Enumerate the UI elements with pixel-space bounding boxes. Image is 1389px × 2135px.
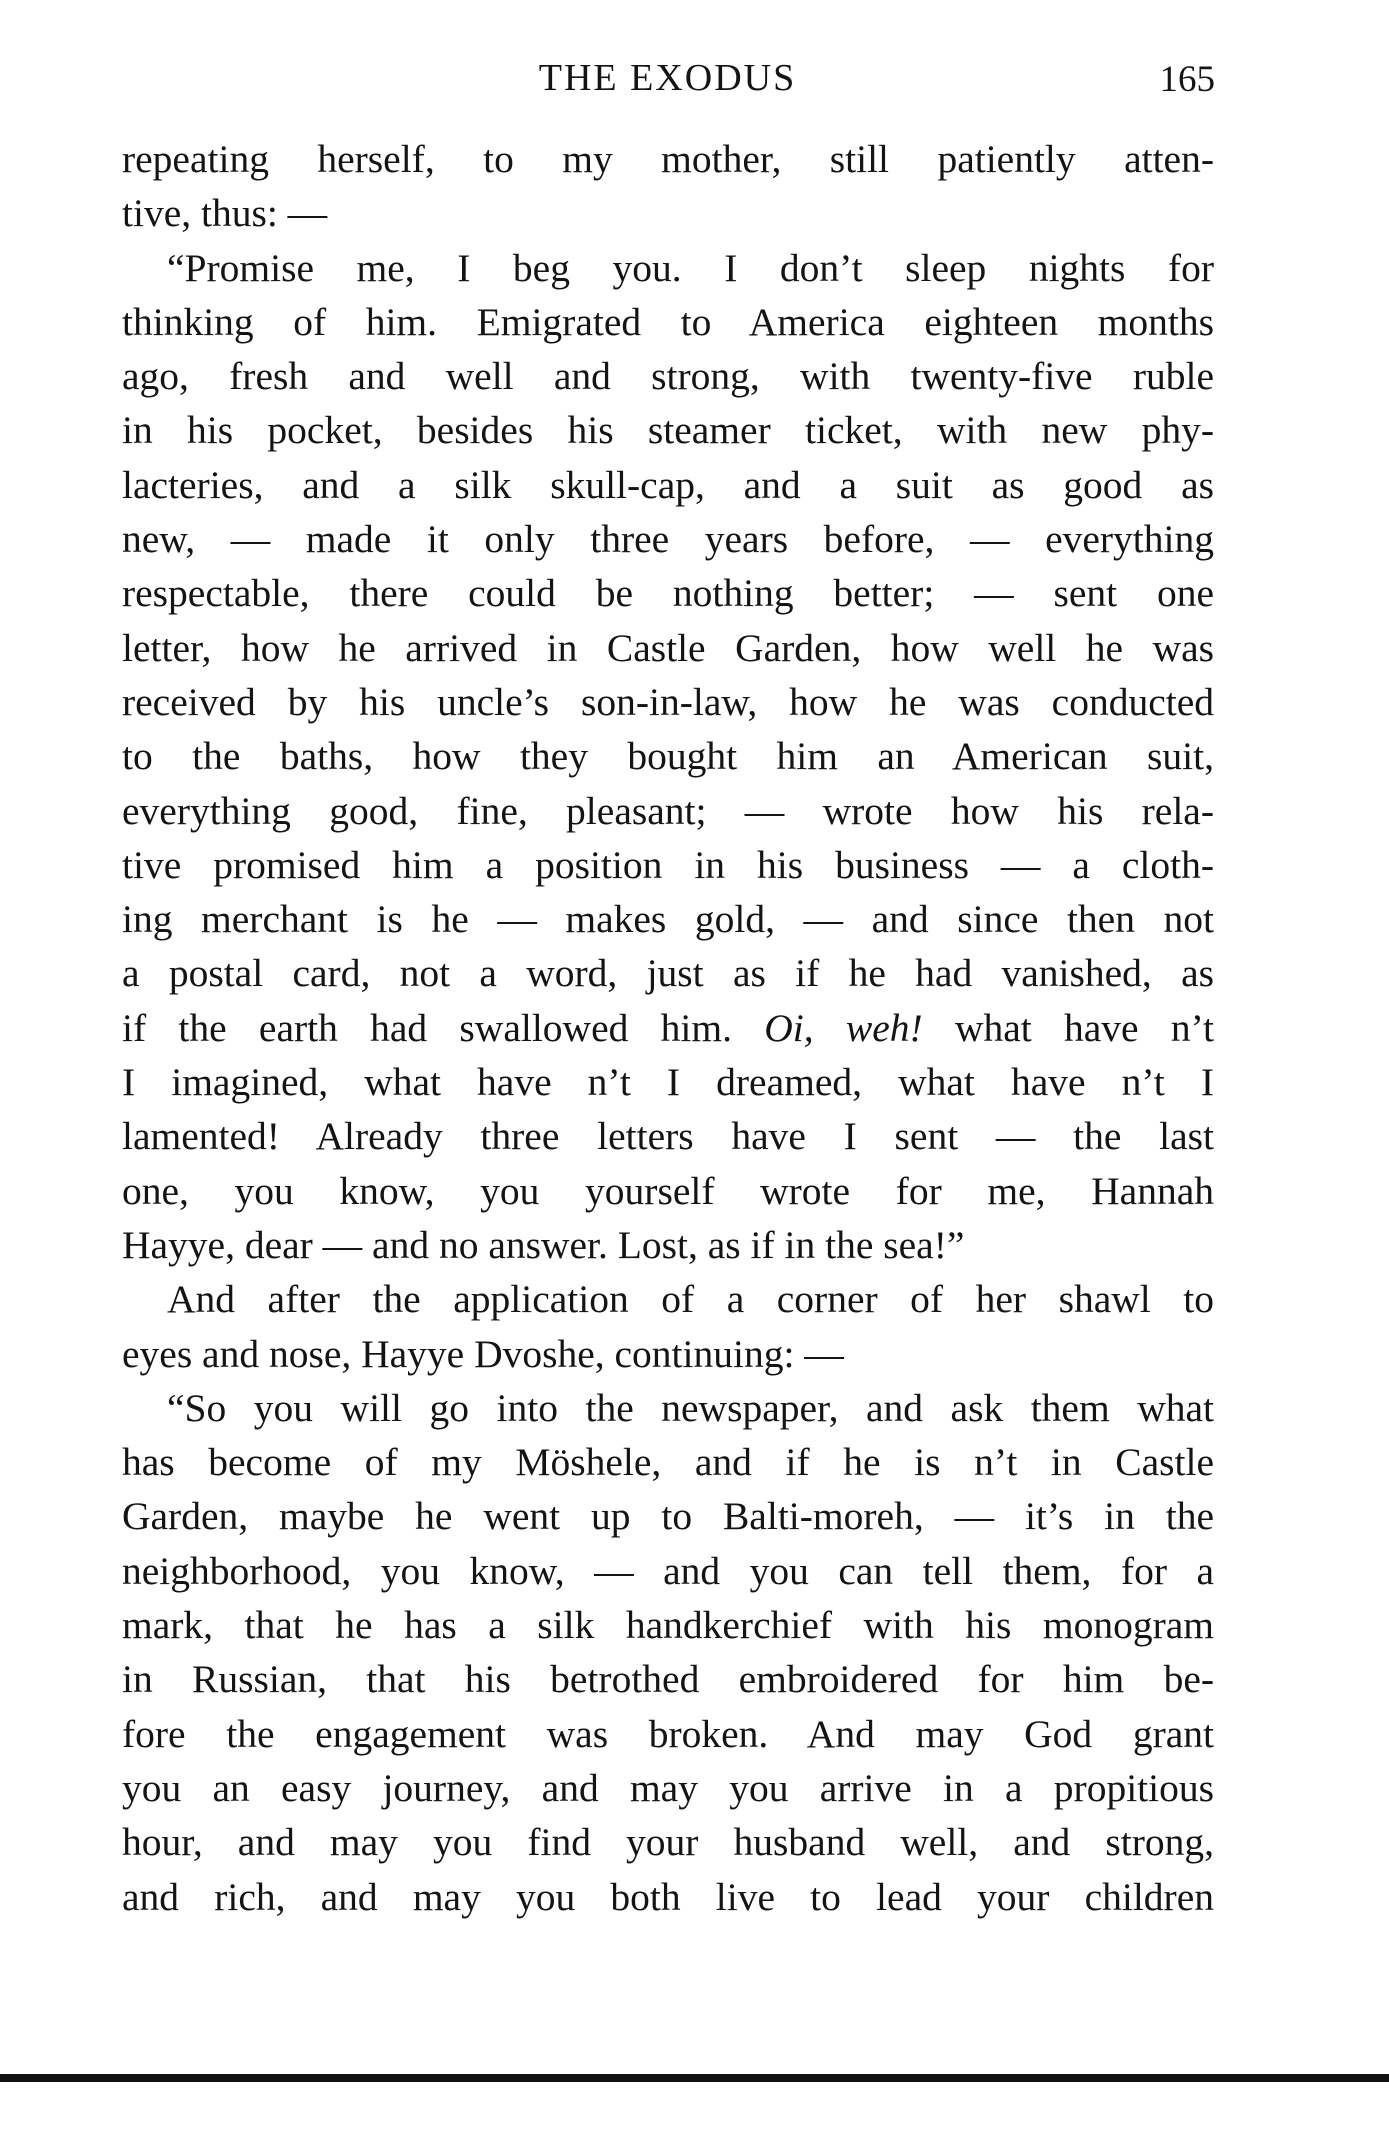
- text-line: And after the application of a corner of her shawl to: [167, 1277, 1214, 1322]
- text-line: to the baths, how they bought him an American suit,: [122, 734, 1214, 779]
- text-line: has become of my Möshele, and if he is n’t in Castle: [122, 1440, 1214, 1485]
- text-line: lacteries, and a silk skull-cap, and a suit as good as: [122, 462, 1214, 507]
- text-line: “So you will go into the newspaper, and ask them what: [167, 1385, 1214, 1430]
- page-number: 165: [1159, 59, 1215, 100]
- text-fragment: what have n’t: [954, 1005, 1215, 1050]
- running-head: [120, 52, 1215, 104]
- text-line: hour, and may you find your husband well, and strong,: [122, 1820, 1214, 1865]
- scan-edge-rule: [0, 2074, 1389, 2082]
- text-line: letter, how he arrived in Castle Garden, how well he was: [122, 625, 1214, 670]
- text-line: everything good, fine, pleasant; — wrote how his rela-: [122, 788, 1214, 833]
- text-line: a postal card, not a word, just as if he had vanished, as: [122, 951, 1214, 996]
- text-line: “Promise me, I beg you. I don’t sleep nights for: [167, 245, 1214, 290]
- text-line: respectable, there could be nothing better; — sent one: [122, 571, 1214, 616]
- text-line: in his pocket, besides his steamer ticket, with new phy-: [122, 408, 1214, 453]
- text-line-with-italic: [122, 1001, 1214, 1055]
- text-line: Hayye, dear — and no answer. Lost, as if in the sea!”: [122, 1222, 965, 1267]
- text-line: thinking of him. Emigrated to America eighteen months: [122, 299, 1214, 344]
- text-line: tive promised him a position in his business — a cloth-: [122, 842, 1214, 887]
- text-line: and rich, and may you both live to lead your children: [122, 1874, 1214, 1919]
- text-line: ago, fresh and well and strong, with twenty-five ruble: [122, 354, 1214, 399]
- body-text: [122, 132, 1214, 1924]
- text-line: mark, that he has a silk handkerchief with his monogram: [122, 1603, 1214, 1648]
- text-line: lamented! Already three letters have I sent — the last: [122, 1114, 1214, 1159]
- text-line: in Russian, that his betrothed embroidered for him be-: [122, 1657, 1214, 1702]
- text-line: tive, thus: —: [122, 191, 328, 236]
- text-line: Garden, maybe he went up to Balti-moreh, — it’s in the: [122, 1494, 1214, 1539]
- text-line: neighborhood, you know, — and you can tell them, for a: [122, 1548, 1214, 1593]
- text-line: eyes and nose, Hayye Dvoshe, continuing: —: [122, 1331, 844, 1376]
- text-line: I imagined, what have n’t I dreamed, what have n’t I: [122, 1060, 1214, 1105]
- text-line: repeating herself, to my mother, still patiently atten-: [122, 137, 1214, 181]
- italic-exclamation: Oi, weh!: [764, 1005, 923, 1050]
- text-fragment: if the earth had swallowed him.: [122, 1005, 732, 1050]
- running-title: THE EXODUS: [538, 57, 797, 99]
- text-line: ing merchant is he — makes gold, — and since then not: [122, 897, 1214, 942]
- text-line: one, you know, you yourself wrote for me, Hannah: [122, 1168, 1214, 1213]
- text-line: fore the engagement was broken. And may God grant: [122, 1711, 1214, 1756]
- text-line: new, — made it only three years before, — everything: [122, 517, 1214, 562]
- text-line: received by his uncle’s son-in-law, how he was conducted: [122, 679, 1214, 724]
- text-line: you an easy journey, and may you arrive in a propitious: [122, 1765, 1214, 1810]
